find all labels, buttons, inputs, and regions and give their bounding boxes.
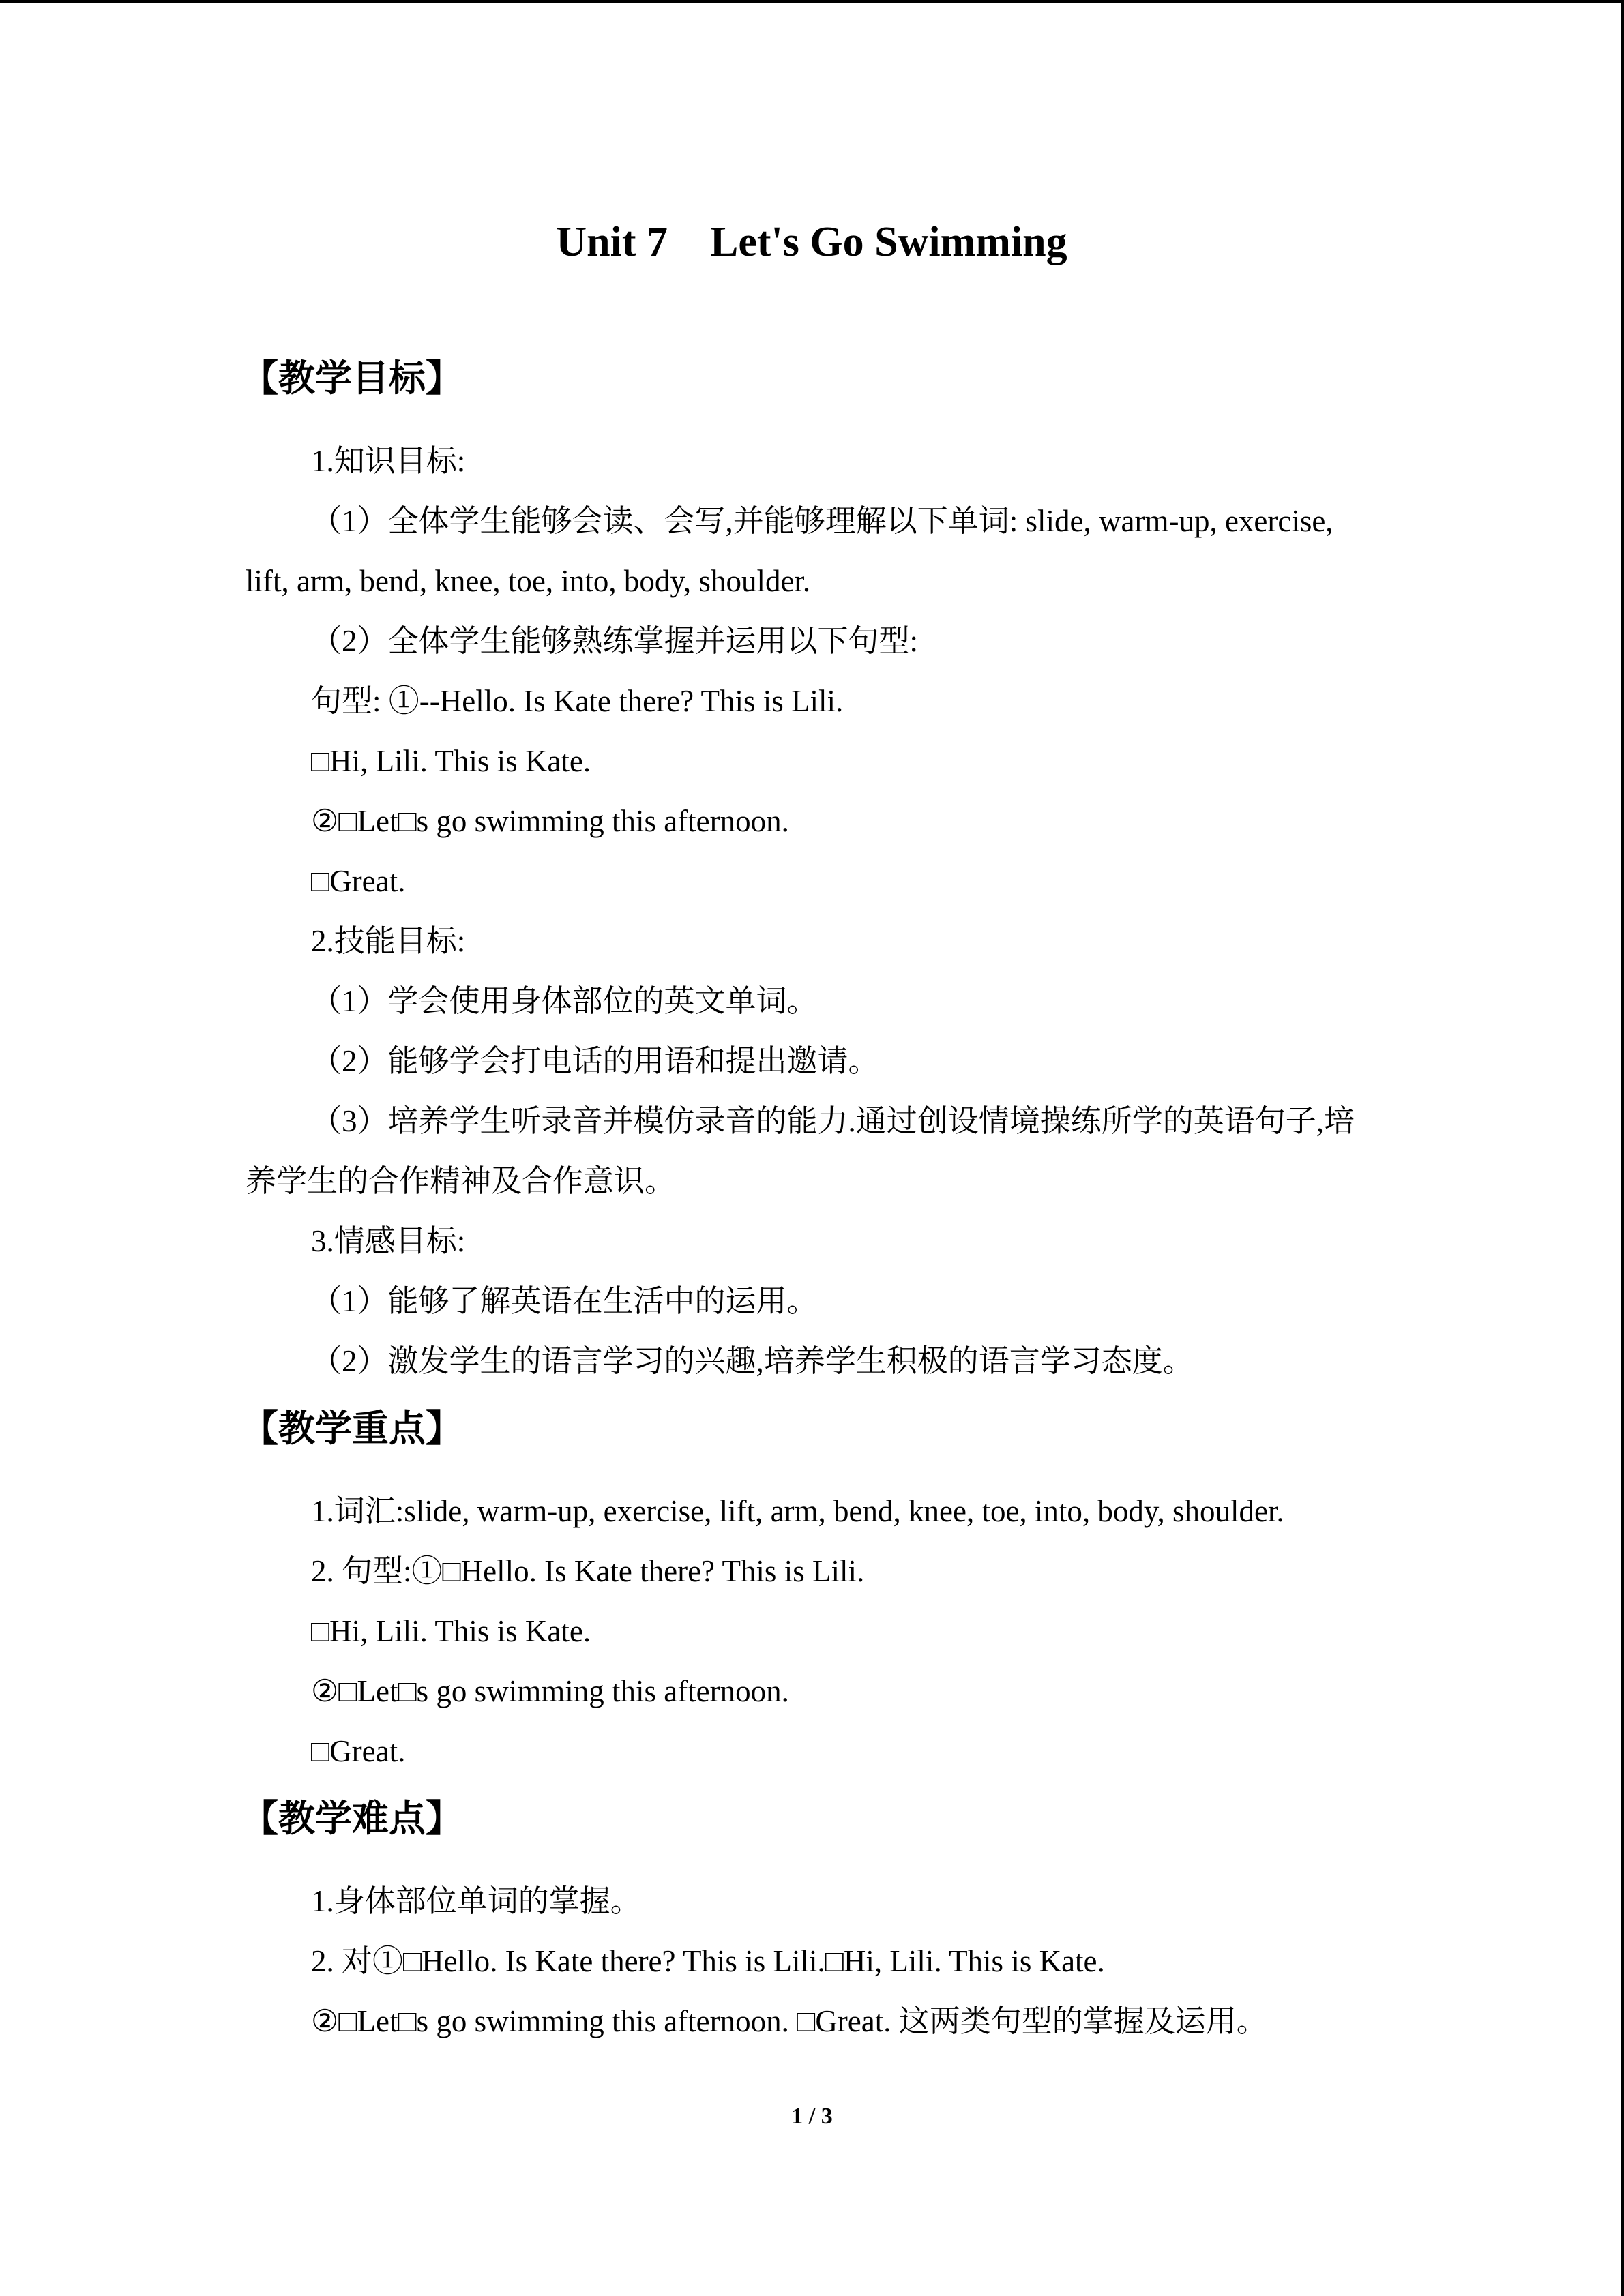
page-number: 1 / 3 xyxy=(791,2104,833,2129)
page-border-top xyxy=(0,0,1624,3)
section-heading: 【教学重点】 xyxy=(241,1407,462,1450)
paragraph: （2）全体学生能够熟练掌握并运用以下句型: xyxy=(311,624,919,658)
paragraph: □Great. xyxy=(311,864,406,898)
paragraph: （1）能够了解英语在生活中的运用。 xyxy=(311,1284,818,1318)
paragraph: 2. 对①□Hello. Is Kate there? This is Lili.□Hi, Lili. This is Kate. xyxy=(311,1944,1105,1978)
paragraph: □Hi, Lili. This is Kate. xyxy=(311,1614,591,1648)
section-heading: 【教学目标】 xyxy=(241,357,462,400)
paragraph: （1）全体学生能够会读、会写,并能够理解以下单词: slide, warm-up, exercise, lift, arm, bend, knee, toe, into, body, shoulder. xyxy=(246,504,1333,598)
paragraph: ②□Let□s go swimming this afternoon. xyxy=(311,1674,789,1708)
section-teaching-objectives xyxy=(241,341,1378,1391)
paragraph: 1.身体部位单词的掌握。 xyxy=(311,1884,641,1918)
document-page xyxy=(241,205,1378,2051)
paragraph: 句型: ①--Hello. Is Kate there? This is Lili. xyxy=(311,684,844,718)
paragraph: 1.知识目标: xyxy=(311,444,466,478)
paragraph: ②□Let□s go swimming this afternoon. □Great. 这两类句型的掌握及运用。 xyxy=(311,2004,1267,2038)
paragraph: （3）培养学生听录音并模仿录音的能力.通过创设情境操练所学的英语句子,培养学生的合作精神及合作意识。 xyxy=(246,1104,1355,1198)
paragraph: 2. 句型:①□Hello. Is Kate there? This is Lili. xyxy=(311,1554,865,1588)
paragraph: 2.技能目标: xyxy=(311,924,466,958)
paragraph: □Great. xyxy=(311,1734,406,1768)
section-teaching-key-points xyxy=(241,1391,1378,1781)
paragraph: 1.词汇:slide, warm-up, exercise, lift, arm, bend, knee, toe, into, body, shoulder. xyxy=(311,1494,1284,1528)
paragraph: ②□Let□s go swimming this afternoon. xyxy=(311,804,789,838)
section-heading: 【教学难点】 xyxy=(241,1797,462,1840)
paragraph: （1）学会使用身体部位的英文单词。 xyxy=(311,984,818,1018)
paragraph: （2）能够学会打电话的用语和提出邀请。 xyxy=(311,1044,879,1078)
paragraph: 3.情感目标: xyxy=(311,1224,466,1258)
paragraph: □Hi, Lili. This is Kate. xyxy=(311,744,591,778)
document-title: Unit 7 Let's Go Swimming xyxy=(556,219,1067,265)
page-border-right xyxy=(1621,0,1624,2296)
paragraph: （2）激发学生的语言学习的兴趣,培养学生积极的语言学习态度。 xyxy=(311,1344,1194,1378)
section-teaching-difficulties xyxy=(241,1781,1378,2051)
